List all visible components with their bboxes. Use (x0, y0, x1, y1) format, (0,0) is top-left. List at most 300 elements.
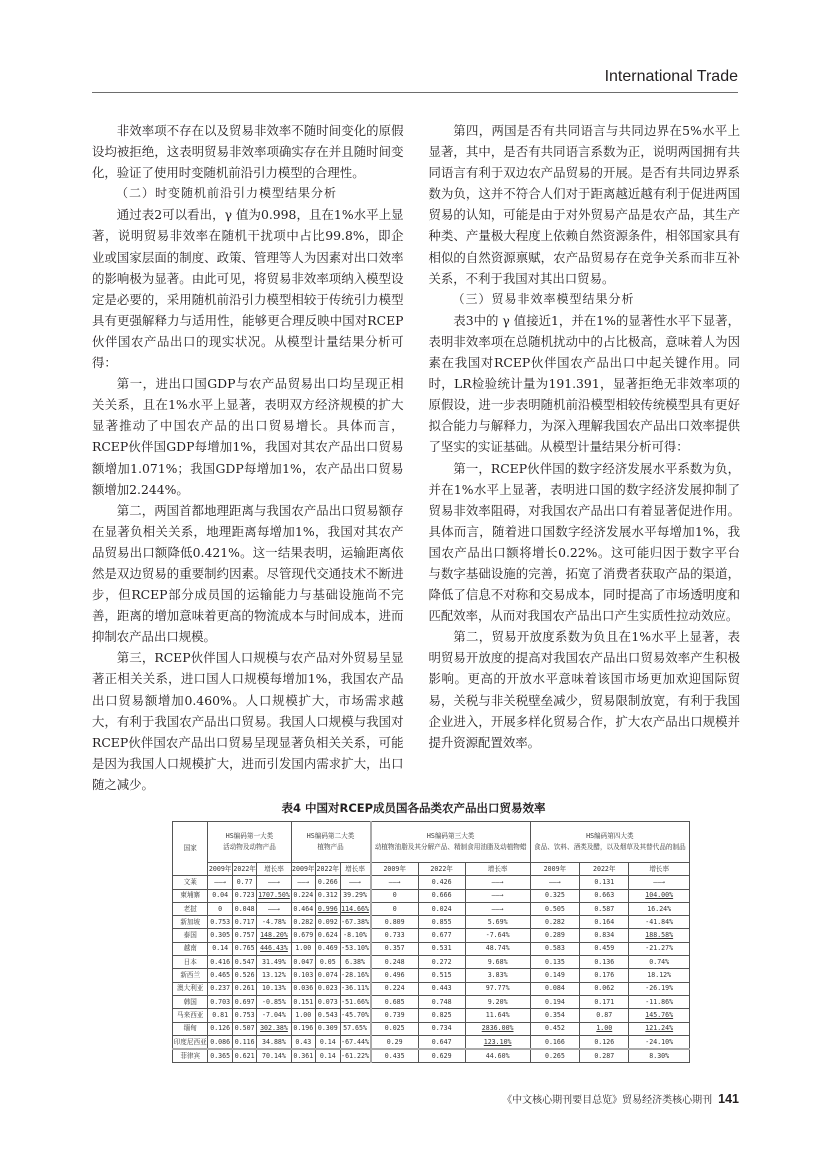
value-cell (340, 916, 371, 929)
subheader: 增长率 (257, 863, 291, 876)
value-cell (257, 1035, 291, 1049)
running-header: International Trade (604, 68, 738, 85)
value-text: 0.196 (293, 1024, 314, 1033)
value-cell (371, 1009, 419, 1022)
value-text: 0.166 (544, 1037, 565, 1046)
group-code: HS编码第四大类 (586, 832, 634, 840)
value-cell (580, 889, 629, 902)
value-cell (257, 916, 291, 929)
value-text: 0.496 (384, 971, 405, 980)
value-text: 0.14 (319, 1051, 336, 1060)
value-cell (291, 982, 315, 995)
value-cell (232, 916, 256, 929)
value-text: 0.282 (544, 917, 565, 926)
country-cell: 泰国 (173, 929, 208, 942)
value-cell (208, 889, 232, 902)
value-cell (340, 1049, 371, 1063)
value-cell (530, 1049, 579, 1063)
value-cell (340, 956, 371, 969)
value-text: 0.526 (234, 971, 255, 980)
value-cell (629, 902, 690, 915)
value-cell (530, 995, 579, 1008)
group-code: HS编码第三大类 (426, 832, 475, 840)
value-cell (418, 982, 465, 995)
value-cell (629, 876, 690, 889)
value-cell (316, 1049, 340, 1063)
value-text: 18.12% (647, 971, 672, 980)
value-cell (340, 982, 371, 995)
value-text: 0.282 (293, 917, 314, 926)
value-cell (316, 929, 340, 942)
value-cell (291, 876, 315, 889)
country-cell: 日本 (173, 956, 208, 969)
section-heading: （三）贸易非效率模型结果分析 (452, 291, 635, 306)
value-text: 0.047 (293, 957, 314, 966)
value-cell (257, 995, 291, 1008)
value-cell (340, 995, 371, 1008)
value-text: -67.44% (341, 1037, 369, 1046)
value-text: 0.312 (317, 891, 338, 900)
value-cell (580, 942, 629, 955)
table-row (173, 942, 690, 955)
value-text: 57.65% (343, 1024, 367, 1033)
value-text: ——→ (548, 877, 561, 886)
value-text: 0 (392, 891, 397, 900)
value-cell (465, 1049, 530, 1063)
table-caption: 表4 中国对RCEP成员国各品类农产品出口贸易效率 (281, 801, 546, 815)
table-row (173, 876, 690, 889)
value-cell (340, 1022, 371, 1035)
subheader: 2022年 (418, 863, 465, 876)
value-cell (629, 889, 690, 902)
value-text: 0.74% (649, 957, 670, 966)
value-text: 0.261 (234, 984, 255, 993)
subheader: 2009年 (530, 863, 579, 876)
value-text: 0.103 (293, 971, 314, 980)
value-text: 31.49% (262, 957, 286, 966)
value-cell (629, 1049, 690, 1063)
value-cell (418, 942, 465, 955)
value-cell (316, 982, 340, 995)
value-text: 16.24% (647, 904, 672, 913)
value-cell (629, 929, 690, 942)
value-text: 0.697 (234, 997, 255, 1006)
group-name: 食品、饮料、酒类及醋，以及烟草及其替代品的制品 (534, 843, 686, 851)
article-body (92, 120, 740, 796)
value-cell (316, 942, 340, 955)
value-text: 0.287 (594, 1051, 615, 1060)
subheader: 2022年 (580, 863, 629, 876)
value-cell (340, 969, 371, 982)
group-header (371, 822, 531, 863)
value-text: 0.587 (594, 904, 615, 913)
value-cell (257, 889, 291, 902)
value-cell (629, 956, 690, 969)
value-cell (580, 929, 629, 942)
value-cell (371, 995, 419, 1008)
group-name: 动植物油脂及其分解产品、精制食用油脂及动植物蜡 (374, 843, 527, 851)
value-cell (580, 1009, 629, 1022)
value-cell (291, 902, 315, 915)
value-cell (371, 1022, 419, 1035)
value-cell (340, 1035, 371, 1049)
value-cell (316, 956, 340, 969)
value-cell (208, 969, 232, 982)
value-text: 0.753 (234, 1010, 255, 1019)
country-cell: 菲律宾 (173, 1049, 208, 1063)
value-cell (371, 942, 419, 955)
value-cell (418, 876, 465, 889)
value-cell (465, 969, 530, 982)
group-code: HS编码第二大类 (306, 832, 355, 840)
value-cell (418, 929, 465, 942)
value-text: 0.036 (293, 984, 314, 993)
paragraph: 第二，两国首都地理距离与我国农产品出口贸易额存在显著负相关关系，地理距离每增加1%，我国对其农产品贸易出口额降低0.421%。这一结果表明，运输距离依然是双边贸易的重要制约因素。尽管现代交通技术不断进步，但RCEP部分成员国的运输能力与基础设施尚不完善，距离的增加意味着更高的物流成本与时间成本，进而抑制农产品出口规模。 (92, 502, 404, 645)
value-text: 0.426 (431, 877, 452, 886)
table-row (173, 1049, 690, 1063)
value-text: 0.621 (234, 1051, 255, 1060)
value-text: 0.547 (234, 957, 255, 966)
value-text: 0.272 (431, 957, 452, 966)
value-cell (580, 1035, 629, 1049)
value-cell (371, 956, 419, 969)
value-text: 0.629 (431, 1051, 452, 1060)
value-text: 0.734 (431, 1024, 452, 1033)
value-cell (316, 969, 340, 982)
value-cell (232, 995, 256, 1008)
value-cell (530, 982, 579, 995)
value-cell (629, 1022, 690, 1035)
value-text: ——→ (491, 904, 504, 913)
value-cell (465, 995, 530, 1008)
paragraph: 第二，贸易开放度系数为负且在1%水平上显著，表明贸易开放度的提高对我国农产品出口贸易效率产生积极影响。更高的开放水平意味着该国市场更加欢迎国际贸易，关税与非关税壁垒减少，贸易限制放宽，有利于我国企业进入，开展多样化贸易合作，扩大农产品出口规模并提升资源配置效率。 (428, 629, 740, 750)
table-row (173, 1035, 690, 1049)
table-row (173, 956, 690, 969)
value-cell (316, 889, 340, 902)
value-cell (371, 969, 419, 982)
group-header (208, 822, 291, 863)
value-cell (340, 902, 371, 915)
value-cell (232, 956, 256, 969)
page-footer (502, 1091, 739, 1106)
group-name: 植物产品 (317, 843, 344, 851)
value-cell (418, 1022, 465, 1035)
value-text: 0.176 (594, 971, 615, 980)
value-cell (257, 1022, 291, 1035)
value-cell (232, 929, 256, 942)
value-text: 0.171 (594, 997, 615, 1006)
value-cell (232, 942, 256, 955)
value-cell (257, 956, 291, 969)
value-cell (530, 942, 579, 955)
value-text: 0.265 (544, 1051, 565, 1060)
value-text: 2836.00% (481, 1024, 514, 1033)
value-text: 0.086 (210, 1037, 231, 1046)
value-text: 0.825 (431, 1010, 452, 1019)
value-text: 0.834 (594, 931, 615, 940)
value-text: ——→ (268, 904, 280, 913)
value-text: 11.64% (485, 1010, 510, 1019)
subheader: 2022年 (316, 863, 340, 876)
value-text: -7.04% (262, 1010, 286, 1019)
value-cell (316, 995, 340, 1008)
value-cell (580, 876, 629, 889)
value-text: -21.27% (645, 944, 674, 953)
efficiency-table (172, 821, 690, 1063)
value-text: -4.78% (262, 917, 286, 926)
value-cell (530, 1035, 579, 1049)
paragraph: 表3中的 γ 值接近1，并在1%的显著性水平下显著，表明非效率项在总随机扰动中的占比极高，意味着人为因素在我国对RCEP伙伴国农产品出口中起关键作用。同时，LR检验统计量为191.391，显著拒绝无非效率项的原假设，进一步表明随机前沿模型相较传统模型具有更好拟合能力与解释力，为深入理解我国农产品出口效率提供了坚实的实证基础。从模型计量结果分析可得： (428, 312, 740, 455)
value-text: 0.131 (594, 877, 615, 886)
value-text: 0.757 (234, 931, 255, 940)
value-cell (418, 1009, 465, 1022)
value-cell (232, 969, 256, 982)
value-cell (530, 956, 579, 969)
value-cell (208, 942, 232, 955)
value-cell (580, 969, 629, 982)
value-text: 0.023 (317, 984, 338, 993)
value-cell (371, 876, 419, 889)
value-cell (291, 942, 315, 955)
value-text: 8.30% (649, 1051, 670, 1060)
country-cell: 缅甸 (173, 1022, 208, 1035)
value-text: 0.237 (210, 984, 231, 993)
value-cell (530, 969, 579, 982)
value-text: ——→ (349, 877, 361, 886)
value-text: 0.435 (384, 1051, 405, 1060)
value-text: -61.22% (341, 1051, 369, 1060)
value-text: 0.416 (210, 957, 231, 966)
value-cell (530, 929, 579, 942)
country-cell: 马来西亚 (173, 1009, 208, 1022)
table-row (173, 902, 690, 915)
table-row (173, 969, 690, 982)
value-cell (316, 1009, 340, 1022)
value-text: -28.16% (341, 971, 369, 980)
value-text: 0.505 (544, 904, 565, 913)
section-heading: （二）时变随机前沿引力模型结果分析 (116, 186, 338, 201)
value-text: 1.00 (596, 1024, 613, 1033)
value-text: 0.126 (594, 1037, 615, 1046)
value-cell (232, 1035, 256, 1049)
value-text: ——→ (491, 877, 504, 886)
value-text: 121.24% (645, 1024, 674, 1033)
value-cell (208, 1009, 232, 1022)
value-text: 9.68% (487, 957, 508, 966)
value-cell (418, 916, 465, 929)
value-text: 0.733 (384, 931, 405, 940)
value-cell (530, 902, 579, 915)
value-cell (208, 1049, 232, 1063)
value-text: 0.469 (317, 944, 338, 953)
value-cell (232, 876, 256, 889)
value-text: 0.149 (544, 971, 565, 980)
table-header-row (173, 822, 690, 863)
value-text: 0.753 (210, 917, 231, 926)
value-text: 0.765 (234, 944, 255, 953)
value-text: 0.87 (596, 1010, 613, 1019)
value-cell (465, 1009, 530, 1022)
value-cell (257, 929, 291, 942)
value-cell (291, 1049, 315, 1063)
value-cell (316, 902, 340, 915)
value-text: 0.515 (431, 971, 452, 980)
value-text: 13.12% (262, 971, 286, 980)
value-cell (580, 982, 629, 995)
value-text: ——→ (297, 877, 310, 886)
value-text: ——→ (388, 877, 401, 886)
value-text: 0.647 (431, 1037, 452, 1046)
value-text: 0.266 (317, 877, 338, 886)
value-cell (340, 889, 371, 902)
value-cell (418, 969, 465, 982)
value-text: 302.38% (260, 1024, 288, 1033)
subheader: 增长率 (629, 863, 690, 876)
value-text: 0.073 (317, 997, 338, 1006)
value-cell (291, 889, 315, 902)
value-cell (232, 889, 256, 902)
value-cell (257, 969, 291, 982)
value-cell (291, 956, 315, 969)
value-text: 0.024 (431, 904, 452, 913)
value-text: 0.309 (317, 1024, 338, 1033)
country-cell: 文莱 (173, 876, 208, 889)
value-text: ——→ (491, 891, 504, 900)
value-cell (465, 982, 530, 995)
value-text: 0.996 (317, 904, 338, 913)
value-text: -36.11% (341, 984, 369, 993)
value-cell (465, 942, 530, 955)
value-cell (371, 1049, 419, 1063)
value-text: 70.14% (262, 1051, 286, 1060)
paragraph: 非效率项不存在以及贸易非效率不随时间变化的原假设均被拒绝，这表明贸易非效率项确实存在并且随时间变化，验证了使用时变随机前沿引力模型的合理性。 (92, 123, 404, 181)
value-cell (208, 1035, 232, 1049)
value-cell (371, 1035, 419, 1049)
value-text: 0.361 (293, 1051, 314, 1060)
value-text: 48.74% (485, 944, 510, 953)
value-text: 1.00 (295, 944, 312, 953)
value-cell (316, 1035, 340, 1049)
value-text: 0.136 (594, 957, 615, 966)
page-number: 141 (718, 1092, 739, 1106)
subheader: 增长率 (465, 863, 530, 876)
value-cell (257, 1009, 291, 1022)
value-text: 0.092 (317, 917, 338, 926)
value-text: 5.69% (487, 917, 508, 926)
value-cell (232, 1009, 256, 1022)
value-text: 0.04 (212, 891, 229, 900)
value-text: 0.151 (293, 997, 314, 1006)
value-cell (257, 942, 291, 955)
table-subheader-row (173, 863, 690, 876)
value-cell (232, 982, 256, 995)
value-cell (340, 1009, 371, 1022)
value-cell (291, 1022, 315, 1035)
value-text: 0.325 (544, 891, 565, 900)
value-text: 0.135 (544, 957, 565, 966)
value-cell (371, 982, 419, 995)
value-text: 3.83% (487, 971, 508, 980)
table-row (173, 995, 690, 1008)
value-cell (629, 916, 690, 929)
country-cell: 澳大利亚 (173, 982, 208, 995)
value-text: -24.10% (645, 1037, 674, 1046)
value-cell (629, 982, 690, 995)
value-cell (208, 1022, 232, 1035)
value-cell (580, 1022, 629, 1035)
value-text: -0.85% (262, 997, 286, 1006)
value-text: 9.20% (487, 997, 508, 1006)
value-text: 188.58% (645, 931, 674, 940)
value-cell (291, 969, 315, 982)
paragraph: 第四，两国是否有共同语言与共同边界在5%水平上显著，其中，是否有共同语言系数为正，说明两国拥有共同语言有利于双边农产品贸易的开展。是否有共同边界系数为负，这并不符合人们对于距离越近越有利于促进两国贸易的认知，可能是由于对外贸易产品是农产品，其生产种类、产量极大程度上依赖自然资源条件，相邻国家具有相似的自然资源禀赋，农产品贸易存在竞争关系而非互补关系，不利于我国对其出口贸易。 (428, 123, 740, 286)
value-text: 0.025 (384, 1024, 405, 1033)
value-text: 148.20% (260, 931, 288, 940)
value-text: ——→ (268, 877, 280, 886)
value-text: -11.86% (645, 997, 674, 1006)
value-text: -45.70% (341, 1010, 369, 1019)
group-header (530, 822, 689, 863)
value-text: 34.88% (262, 1037, 286, 1046)
value-cell (465, 916, 530, 929)
value-text: 0.224 (384, 984, 405, 993)
value-text: 39.29% (343, 891, 367, 900)
group-header (291, 822, 371, 863)
value-text: 0.05 (319, 957, 336, 966)
value-text: 0.443 (431, 984, 452, 993)
group-name: 活动物及动物产品 (223, 843, 276, 851)
value-cell (208, 876, 232, 889)
value-text: 0.663 (594, 891, 615, 900)
value-cell (418, 995, 465, 1008)
value-text: 0.29 (386, 1037, 403, 1046)
value-cell (371, 929, 419, 942)
value-cell (580, 995, 629, 1008)
value-text: 0.365 (210, 1051, 231, 1060)
value-cell (465, 929, 530, 942)
value-text: 0.465 (210, 971, 231, 980)
value-text: 446.43% (260, 944, 288, 953)
value-cell (208, 902, 232, 915)
paragraph: 第一，RCEP伙伴国的数字经济发展水平系数为负，并在1%水平上显著，表明进口国的数字经济发展抑制了贸易非效率阻碍，对我国农产品出口有着显著促进作用。具体而言，随着进口国数字经济发展水平每增加1%，我国农产品出口额将增长0.22%。这可能归因于数字平台与数字基础设施的完善，拓宽了消费者获取产品的渠道，降低了信息不对称和交易成本，同时提高了市场透明度和匹配效率，从而对我国农产品出口产生实质性拉动效应。 (428, 460, 740, 624)
subheader: 增长率 (340, 863, 371, 876)
value-cell (291, 916, 315, 929)
paragraph: 第一，进出口国GDP与农产品贸易出口均呈现正相关关系，且在1%水平上显著，表明双方经济规模的扩大显著推动了中国农产品的出口贸易增长。具体而言，RCEP伙伴国GDP每增加1%，我国对其农产品出口贸易额增加1.071%；我国GDP每增加1%，农产品出口贸易额增加2.244%。 (92, 376, 404, 497)
country-cell: 老挝 (173, 902, 208, 915)
country-cell: 越南 (173, 942, 208, 955)
value-text: 0.048 (234, 904, 255, 913)
value-text: -26.19% (645, 984, 674, 993)
value-cell (291, 995, 315, 1008)
country-header: 国家 (173, 822, 208, 876)
value-text: 0.77 (236, 877, 253, 886)
value-text: 10.13% (262, 984, 286, 993)
value-cell (629, 1009, 690, 1022)
country-cell: 柬埔寨 (173, 889, 208, 902)
value-cell (580, 916, 629, 929)
value-text: 0.14 (212, 944, 229, 953)
value-cell (371, 902, 419, 915)
value-text: 0.583 (544, 944, 565, 953)
value-cell (208, 956, 232, 969)
value-cell (580, 902, 629, 915)
value-text: 0.116 (234, 1037, 255, 1046)
table-row (173, 1009, 690, 1022)
value-text: 0.81 (212, 1010, 229, 1019)
header-divider (92, 92, 738, 93)
value-cell (418, 889, 465, 902)
value-text: -8.10% (343, 931, 367, 940)
